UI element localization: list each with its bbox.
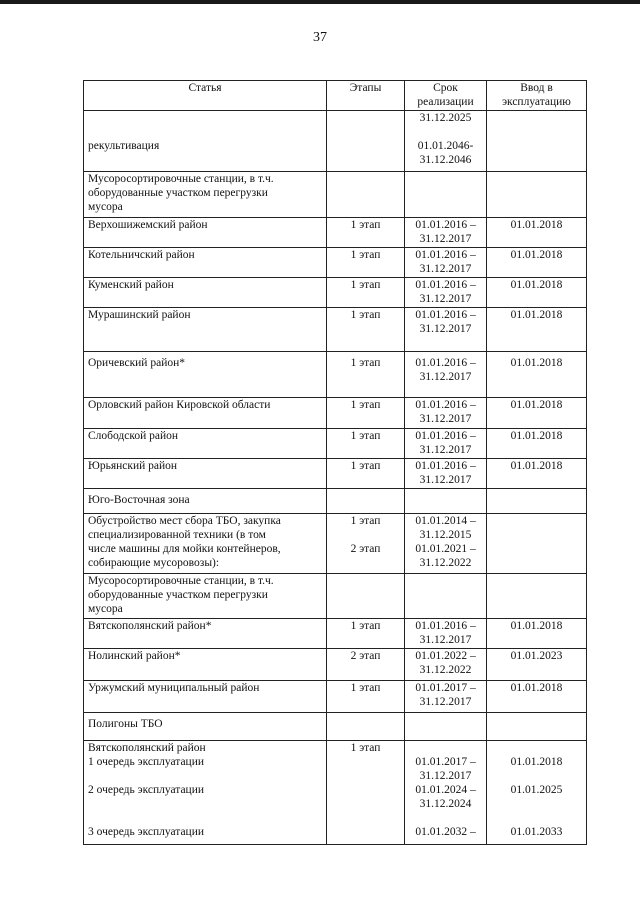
- row-period: 01.01.2016 – 31.12.2017: [405, 619, 487, 649]
- table-row: [84, 429, 587, 459]
- row-period: 01.01.2014 – 31.12.2015 01.01.2021 – 31.12.2022: [405, 514, 487, 574]
- row-commission: 01.01.2018: [487, 619, 587, 649]
- row-period: [405, 713, 487, 741]
- row-stage: 1 этап: [327, 308, 405, 352]
- row-article: Вятскополянский район*: [84, 619, 327, 649]
- table-row: [84, 489, 587, 514]
- row-period: 01.01.2016 – 31.12.2017: [405, 218, 487, 248]
- page-number: 37: [313, 30, 327, 45]
- row-stage: 1 этап: [327, 352, 405, 398]
- table-row: [84, 248, 587, 278]
- row-commission: [487, 172, 587, 218]
- row-stage: 1 этап 2 этап: [327, 514, 405, 574]
- row-commission: [487, 574, 587, 619]
- row-period: 01.01.2016 – 31.12.2017: [405, 278, 487, 308]
- row-commission: 01.01.2018: [487, 278, 587, 308]
- table-row: [84, 514, 587, 574]
- row-commission: 01.01.2018: [487, 459, 587, 489]
- row-article: Нолинский район*: [84, 649, 327, 681]
- row-commission: 01.01.2018: [487, 352, 587, 398]
- table-row: [84, 352, 587, 398]
- row-commission: [487, 489, 587, 514]
- row-period: [405, 172, 487, 218]
- row-stage: 1 этап: [327, 681, 405, 713]
- row-period: 31.12.2025 01.01.2046- 31.12.2046: [405, 111, 487, 172]
- table-header-row: [84, 81, 587, 111]
- row-stage: 1 этап: [327, 459, 405, 489]
- table-row: [84, 278, 587, 308]
- row-commission: 01.01.2018: [487, 398, 587, 429]
- table-row: [84, 649, 587, 681]
- row-article: Мурашинский район: [84, 308, 327, 352]
- row-article: Юго-Восточная зона: [84, 489, 327, 514]
- row-stage: 1 этап: [327, 248, 405, 278]
- table-row: [84, 172, 587, 218]
- row-commission: 01.01.2018: [487, 218, 587, 248]
- table-row: [84, 713, 587, 741]
- row-article: рекультивация: [84, 111, 327, 172]
- row-period: 01.01.2016 – 31.12.2017: [405, 459, 487, 489]
- row-article: Куменский район: [84, 278, 327, 308]
- row-commission: [487, 111, 587, 172]
- row-article: Уржумский муниципальный район: [84, 681, 327, 713]
- table-row: [84, 459, 587, 489]
- row-article: Верхошижемский район: [84, 218, 327, 248]
- row-commission: [487, 713, 587, 741]
- row-stage: 1 этап: [327, 619, 405, 649]
- table-row: [84, 619, 587, 649]
- row-article: Орловский район Кировской области: [84, 398, 327, 429]
- row-stage: 1 этап: [327, 741, 405, 845]
- header-stages: Этапы: [327, 81, 405, 111]
- row-stage: 1 этап: [327, 398, 405, 429]
- row-commission: 01.01.2018: [487, 248, 587, 278]
- row-commission: 01.01.2018: [487, 681, 587, 713]
- row-commission: 01.01.2018: [487, 429, 587, 459]
- row-stage: [327, 111, 405, 172]
- row-article: Мусоросортировочные станции, в т.ч. оборудованные участком перегрузки мусора: [84, 172, 327, 218]
- row-commission: 01.01.2018 01.01.2025 01.01.2033: [487, 741, 587, 845]
- row-period: 01.01.2017 – 31.12.2017 01.01.2024 – 31.12.2024 01.01.2032 –: [405, 741, 487, 845]
- top-border-line: [0, 0, 640, 4]
- row-article: Слободской район: [84, 429, 327, 459]
- implementation-table: [83, 80, 587, 845]
- row-stage: 2 этап: [327, 649, 405, 681]
- row-commission: [487, 514, 587, 574]
- row-article: Оричевский район*: [84, 352, 327, 398]
- row-period: 01.01.2022 – 31.12.2022: [405, 649, 487, 681]
- row-commission: 01.01.2018: [487, 308, 587, 352]
- row-period: 01.01.2016 – 31.12.2017: [405, 248, 487, 278]
- header-article: Статья: [84, 81, 327, 111]
- row-article: Полигоны ТБО: [84, 713, 327, 741]
- row-stage: [327, 489, 405, 514]
- row-period: 01.01.2016 – 31.12.2017: [405, 398, 487, 429]
- row-stage: [327, 713, 405, 741]
- row-period: 01.01.2016 – 31.12.2017: [405, 352, 487, 398]
- row-article: Юрьянский район: [84, 459, 327, 489]
- row-period: [405, 489, 487, 514]
- row-period: 01.01.2016 – 31.12.2017: [405, 308, 487, 352]
- row-article: Вятскополянский район 1 очередь эксплуатации 2 очередь эксплуатации 3 очередь эксплуатации: [84, 741, 327, 845]
- row-article: Мусоросортировочные станции, в т.ч. оборудованные участком перегрузки мусора: [84, 574, 327, 619]
- row-period: 01.01.2016 – 31.12.2017: [405, 429, 487, 459]
- row-stage: 1 этап: [327, 429, 405, 459]
- header-period: Срок реализации: [405, 81, 487, 111]
- table-row: [84, 111, 587, 172]
- header-commission: Ввод в эксплуатацию: [487, 81, 587, 111]
- row-period: 01.01.2017 – 31.12.2017: [405, 681, 487, 713]
- row-stage: 1 этап: [327, 218, 405, 248]
- table-row: [84, 398, 587, 429]
- row-period: [405, 574, 487, 619]
- row-article: Обустройство мест сбора ТБО, закупка специализированной техники (в том числе машины для мойки контейнеров, собирающие мусоровозы):: [84, 514, 327, 574]
- table-row: [84, 681, 587, 713]
- row-stage: [327, 574, 405, 619]
- row-stage: [327, 172, 405, 218]
- table-row: [84, 574, 587, 619]
- row-commission: 01.01.2023: [487, 649, 587, 681]
- row-stage: 1 этап: [327, 278, 405, 308]
- table-row: [84, 741, 587, 845]
- row-article: Котельничский район: [84, 248, 327, 278]
- table-row: [84, 308, 587, 352]
- table-row: [84, 218, 587, 248]
